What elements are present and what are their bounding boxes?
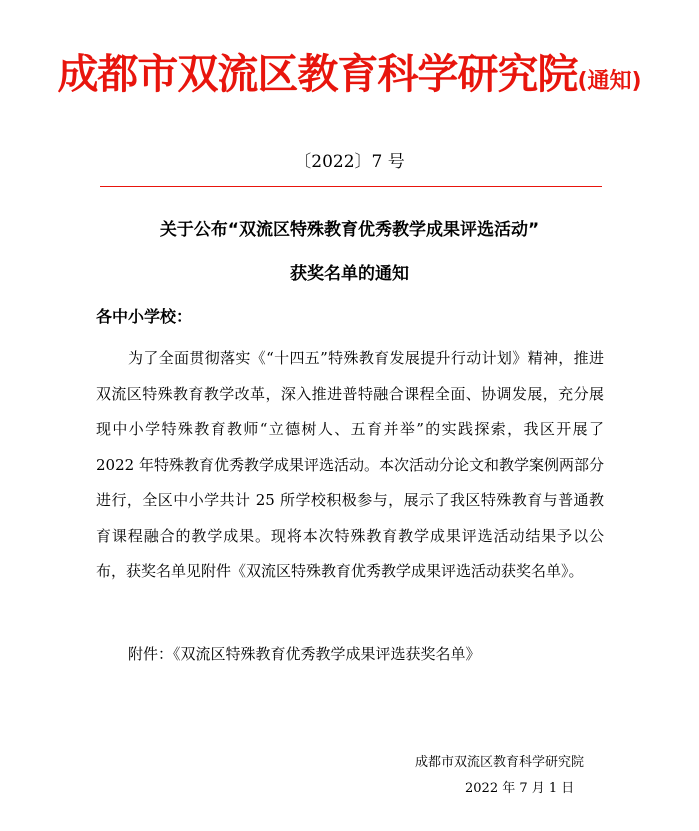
notice-title-line-2: 获奖名单的通知 xyxy=(290,264,409,284)
masthead-suffix: (通知) xyxy=(577,69,642,94)
body-paragraph: 为了全面贯彻落实《“十四五”特殊教育发展提升行动计划》精神，推进双流区特殊教育教学改革，深入推进普特融合课程全面、协调发展，充分展现中小学特殊教育教师“立德树人、五育并举”的实践探索，我区开展了 2022 年特殊教育优秀教学成果评选活动。本次活动分论文和教学案例两部分进行，全区中小学共计 25 所学校积极参与，展示了我区特殊教育与普通教育课程融合的教学成果。现将本次特殊教育教学成果评选活动结果予以公布，获奖名单见附件《双流区特殊教育优秀教学成果评选活动获奖名单》。 xyxy=(96,349,604,580)
masthead-institution: 成都市双流区教育科学研究院 xyxy=(57,50,578,98)
notice-title-line-1: 关于公布“双流区特殊教育优秀教学成果评选活动” xyxy=(159,220,540,240)
signature-date: 2022 年 7 月 1 日 xyxy=(465,781,575,796)
body-text xyxy=(96,341,604,590)
red-divider-line xyxy=(100,186,602,187)
document-number: 〔2022〕7 号 xyxy=(294,152,405,172)
signature-organization: 成都市双流区教育科学研究院 xyxy=(415,755,585,770)
masthead xyxy=(0,44,699,112)
salutation: 各中小学校： xyxy=(96,307,193,326)
attachment-line: 附件：《双流区特殊教育优秀教学成果评选获奖名单》 xyxy=(128,645,481,663)
